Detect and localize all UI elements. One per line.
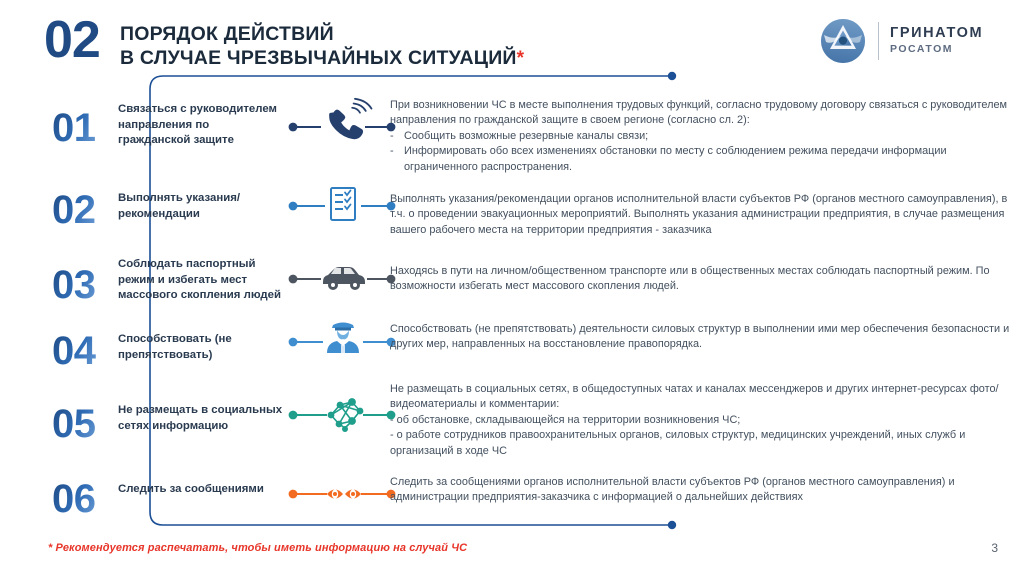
logo-divider [878, 22, 879, 60]
step-body-3 [390, 264, 1012, 295]
logo-brand: ГРИНАТОМ [890, 25, 984, 41]
step-label-6: Следить за сообщениями [118, 483, 264, 495]
slide-number: 02 [44, 11, 100, 69]
social-network-graph-icon [283, 386, 403, 442]
page-title [120, 22, 524, 71]
step-body-5 [390, 382, 1012, 459]
car-icon [283, 252, 403, 308]
page-title-line-1: ПОРЯДОК ДЕЙСТВИЙ [120, 23, 334, 45]
rosatom-emblem-icon [820, 18, 866, 64]
step-number-2: 02 [52, 188, 96, 232]
step-body-1-bullet-1-text: Сообщить возможные резервные каналы связи; [404, 129, 649, 142]
company-logo [820, 16, 1002, 68]
footnote: * Рекомендуется распечатать, чтобы иметь информацию на случай ЧС [48, 542, 468, 554]
step-body-3-paragraph: Находясь в пути на личном/общественном транспорте или в общественных местах соблюдать паспортный режим. По возможности избегать мест массового скопления людей. [390, 265, 990, 293]
title-asterisk: * [516, 48, 525, 69]
step-number-6: 06 [52, 477, 96, 521]
police-officer-icon [283, 310, 403, 366]
logo-text [890, 24, 983, 57]
phone-ringing-icon [283, 96, 403, 152]
step-number-4: 04 [52, 329, 96, 373]
step-body-1-paragraph: При возникновении ЧС в месте выполнения трудовых функций, согласно трудовому договору связаться с руководителем направления по гражданской защите в своем регионе (согласно сл. 2): [390, 99, 1008, 127]
step-body-4-paragraph: Способствовать (не препятствовать) деятельности силовых структур в выполнении ими мер обеспечения безопасности и других мер, направленных на восстановление правопорядка. [390, 323, 1010, 351]
step-label-2: Выполнять указания/ рекомендации [118, 192, 241, 220]
step-body-5-line-3: - о работе сотрудников правоохранительных органов, силовых структур, медицинских учреждений, иных служб и организаций в ходе ЧС [390, 429, 966, 457]
step-body-5-paragraph: Не размещать в социальных сетях, в общедоступных чатах и каналах мессенджеров и других интернет-ресурсах фото/видеоматериалы и комментарии: [390, 383, 999, 411]
step-number-3: 03 [52, 263, 96, 307]
step-body-5-line-2: - об обстановке, складывающейся на территории возникновения ЧС; [390, 413, 741, 426]
step-label-5: Не размещать в социальных сетях информацию [118, 404, 283, 432]
page-title-line-2-text: В СЛУЧАЕ ЧРЕЗВЫЧАЙНЫХ СИТУАЦИЙ [120, 47, 517, 69]
step-number-1: 01 [52, 106, 96, 150]
step-body-6-paragraph: Следить за сообщениями органов исполнительной власти субъектов РФ (органов местного самоуправления) и администрации предприятия-заказчика с информацией о дальнейших действиях [390, 476, 955, 504]
step-body-6 [390, 475, 1012, 506]
watching-eyes-icon [283, 466, 403, 522]
step-body-1-bullet-2: - Информировать обо всех изменениях обстановки по месту с соблюдением режима передачи информации ограниченного распространения. [390, 145, 947, 173]
step-body-1-bullet-2-text: Информировать обо всех изменениях обстановки по месту с соблюдением режима передачи информации ограниченного распространения. [404, 145, 947, 173]
checklist-clipboard-icon [283, 178, 403, 234]
step-body-1-bullet-1: - Сообщить возможные резервные каналы связи; [390, 129, 649, 142]
step-label-3: Соблюдать паспортный режим и избегать мест массового скопления людей [118, 258, 281, 301]
step-body-2 [390, 192, 1012, 238]
logo-parent-brand: РОСАТОМ [890, 43, 953, 55]
step-body-2-paragraph: Выполнять указания/рекомендации органов исполнительной власти субъектов РФ (органов местного самоуправления), в т.ч. о проведении эвакуационных мероприятий. Выполнять указания администрации предприятия, в случае размещения вашего рабочего места на территории предприятия - заказчика [390, 193, 1008, 236]
step-body-1 [390, 98, 1012, 175]
page-number: 3 [991, 541, 998, 555]
step-label-1: Связаться с руководителем направления по гражданской защите [118, 103, 277, 146]
step-number-5: 05 [52, 402, 96, 446]
step-body-4 [390, 322, 1012, 353]
page-title-line-2 [120, 46, 524, 71]
step-label-4: Способствовать (не препятствовать) [118, 333, 232, 361]
